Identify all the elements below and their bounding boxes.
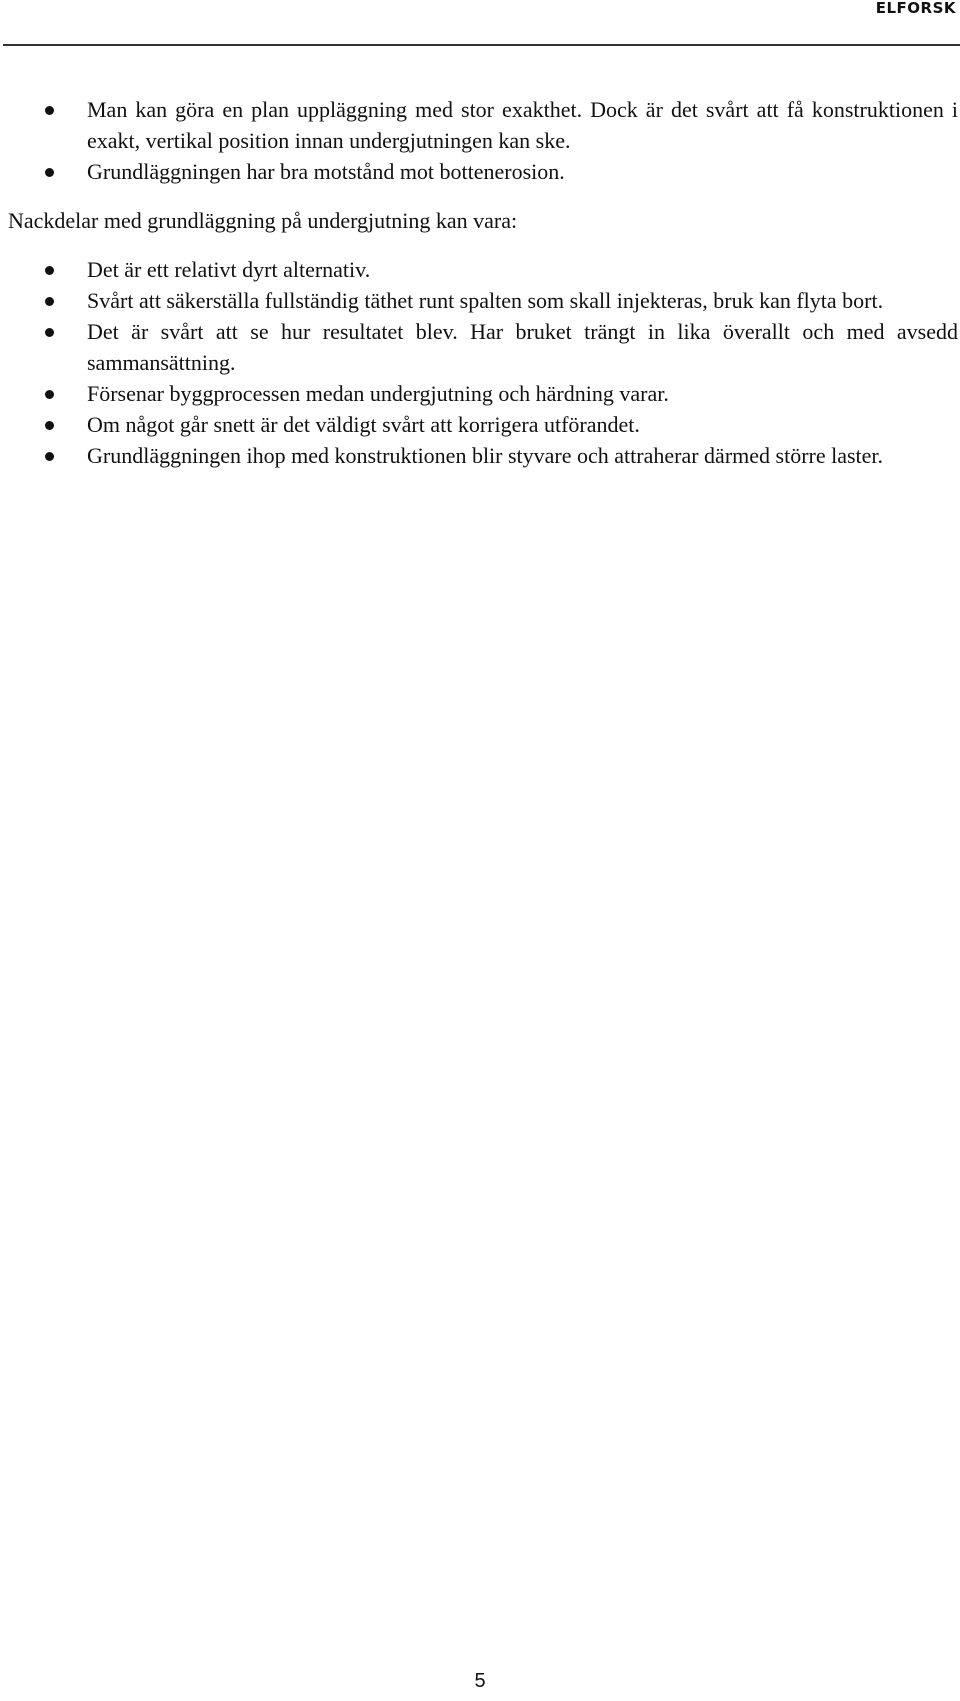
list-item xyxy=(8,378,958,409)
list-item xyxy=(8,94,958,156)
disadvantages-list xyxy=(8,254,958,471)
list-item-text: Det är svårt att se hur resultatet blev. Har bruket trängt in lika överallt och med avsedd sammansättning. xyxy=(87,319,958,375)
advantages-list xyxy=(8,94,958,187)
list-item xyxy=(8,409,958,440)
bullet-icon xyxy=(45,452,54,461)
list-item-text: Grundläggningen har bra motstånd mot bottenerosion. xyxy=(87,159,565,184)
elforsk-logo: ELFORSK xyxy=(875,0,956,17)
list-item xyxy=(8,156,958,187)
list-item-text: Svårt att säkerställa fullständig täthet runt spalten som skall injekteras, bruk kan flyta bort. xyxy=(87,288,884,313)
list-item-text: Man kan göra en plan uppläggning med stor exakthet. Dock är det svårt att få konstruktionen i exakt, vertikal position innan undergjutningen kan ske. xyxy=(87,97,958,153)
document-body xyxy=(8,94,958,471)
bullet-icon xyxy=(45,390,54,399)
list-item xyxy=(8,285,958,316)
list-item-text: Grundläggningen ihop med konstruktionen blir styvare och attraherar därmed större laster. xyxy=(87,443,884,468)
page-number: 5 xyxy=(474,1670,486,1692)
bullet-icon xyxy=(45,297,54,306)
header-divider xyxy=(3,44,960,46)
list-item xyxy=(8,254,958,285)
bullet-icon xyxy=(45,106,54,115)
disadvantages-intro: Nackdelar med grundläggning på undergjutning kan vara: xyxy=(8,208,518,233)
list-item-text: Det är ett relativt dyrt alternativ. xyxy=(87,257,371,282)
bullet-icon xyxy=(45,168,54,177)
bullet-icon xyxy=(45,328,54,337)
bullet-icon xyxy=(45,421,54,430)
list-item xyxy=(8,316,958,378)
list-item-text: Om något går snett är det väldigt svårt att korrigera utförandet. xyxy=(87,412,640,437)
list-item xyxy=(8,440,958,471)
bullet-icon xyxy=(45,266,54,275)
list-item-text: Försenar byggprocessen medan undergjutning och härdning varar. xyxy=(87,381,669,406)
